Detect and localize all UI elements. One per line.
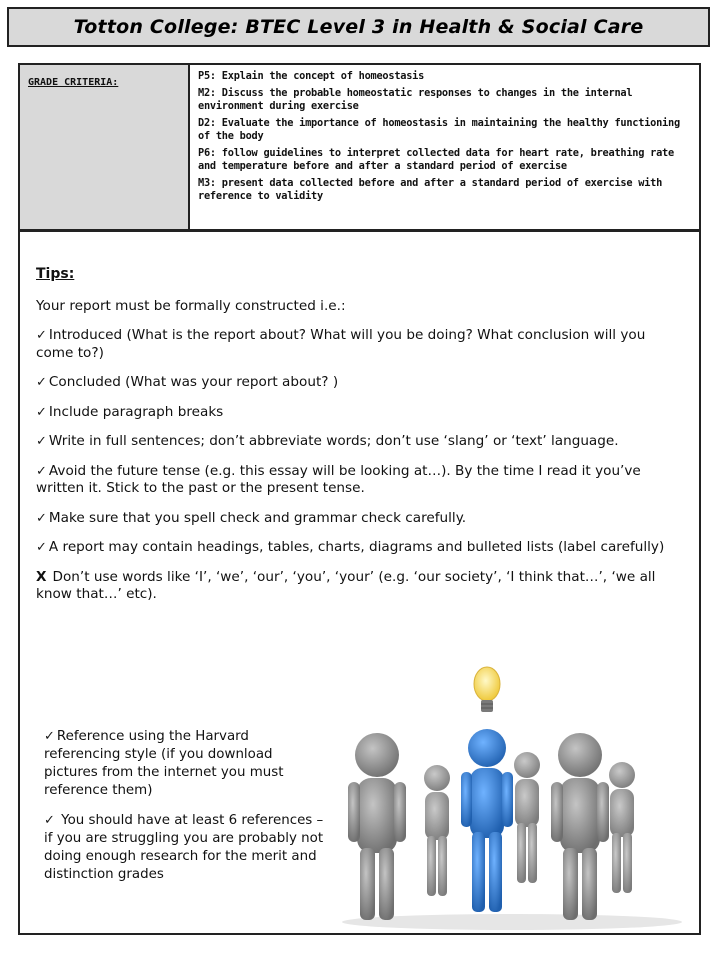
check-icon: ✓ <box>36 510 47 526</box>
check-icon: ✓ <box>36 540 47 555</box>
check-icon: ✓ <box>36 328 47 343</box>
tip-item: ✓ Concluded (What was your report about? ) <box>36 374 339 390</box>
criterion-p5: P5: Explain the concept of homeostasis <box>198 70 425 82</box>
title-bar <box>7 7 710 47</box>
criterion-p6: P6: follow guidelines to interpret collected data for heart rate, breathing rate and temperature before and after a standard period of exercise <box>198 146 674 172</box>
tips-heading: Tips: <box>36 266 75 282</box>
tips-section <box>36 266 676 616</box>
check-icon: ✓ <box>36 434 47 449</box>
grade-criteria-label-cell <box>20 65 190 229</box>
tip-item: ✓ Introduced (What is the report about? What will you be doing? What conclusion will you come to?) <box>36 327 646 361</box>
x-mark-icon: X <box>36 568 47 585</box>
tip-dont-item: X Don’t use words like ‘I’, ‘we’, ‘our’, ‘you’, ‘your’ (e.g. ‘our society’, ‘I think that…’, ‘we all know that…’ etc). <box>36 568 656 602</box>
tip-item: ✓ Write in full sentences; don’t abbreviate words; don’t use ‘slang’ or ‘text’ language. <box>36 433 619 449</box>
tip-item: ✓ Include paragraph breaks <box>36 403 224 420</box>
check-icon: ✓ <box>44 813 55 828</box>
grade-criteria-list <box>190 65 699 229</box>
check-icon: ✓ <box>36 404 47 420</box>
grade-criteria-label: GRADE CRITERIA: <box>28 77 119 88</box>
check-icon: ✓ <box>36 463 47 479</box>
tips-intro: Your report must be formally constructed i.e.: <box>36 297 346 314</box>
grade-criteria-table <box>18 63 701 231</box>
tip-item: ✓ A report may contain headings, tables, charts, diagrams and bulleted lists (label carefully) <box>36 539 665 555</box>
criterion-m2: M2: Discuss the probable homeostatic responses to changes in the internal environment during exercise <box>198 86 633 112</box>
tip-item: ✓ Make sure that you spell check and grammar check carefully. <box>36 509 467 526</box>
tip-item: ✓ You should have at least 6 references – if you are struggling you are probably not doing enough research for the merit and distinction grades <box>44 813 324 882</box>
tip-item: ✓ Reference using the Harvard referencing style (if you download pictures from the internet you must reference them) <box>44 729 284 798</box>
referencing-tips <box>44 728 324 896</box>
check-icon: ✓ <box>36 375 47 390</box>
check-icon: ✓ <box>44 729 55 744</box>
people-idea-lightbulb-icon <box>322 660 694 930</box>
tip-item: ✓ Avoid the future tense (e.g. this essay will be looking at…). By the time I read it you’ve written it. Stick to the past or the present tense. <box>36 462 641 496</box>
criterion-d2: D2: Evaluate the importance of homeostasis in maintaining the healthy functioning of the body <box>198 116 680 142</box>
criterion-m3: M3: present data collected before and after a standard period of exercise with reference to validity <box>198 176 663 202</box>
page-title: Totton College: BTEC Level 3 in Health & Social Care <box>73 16 644 38</box>
